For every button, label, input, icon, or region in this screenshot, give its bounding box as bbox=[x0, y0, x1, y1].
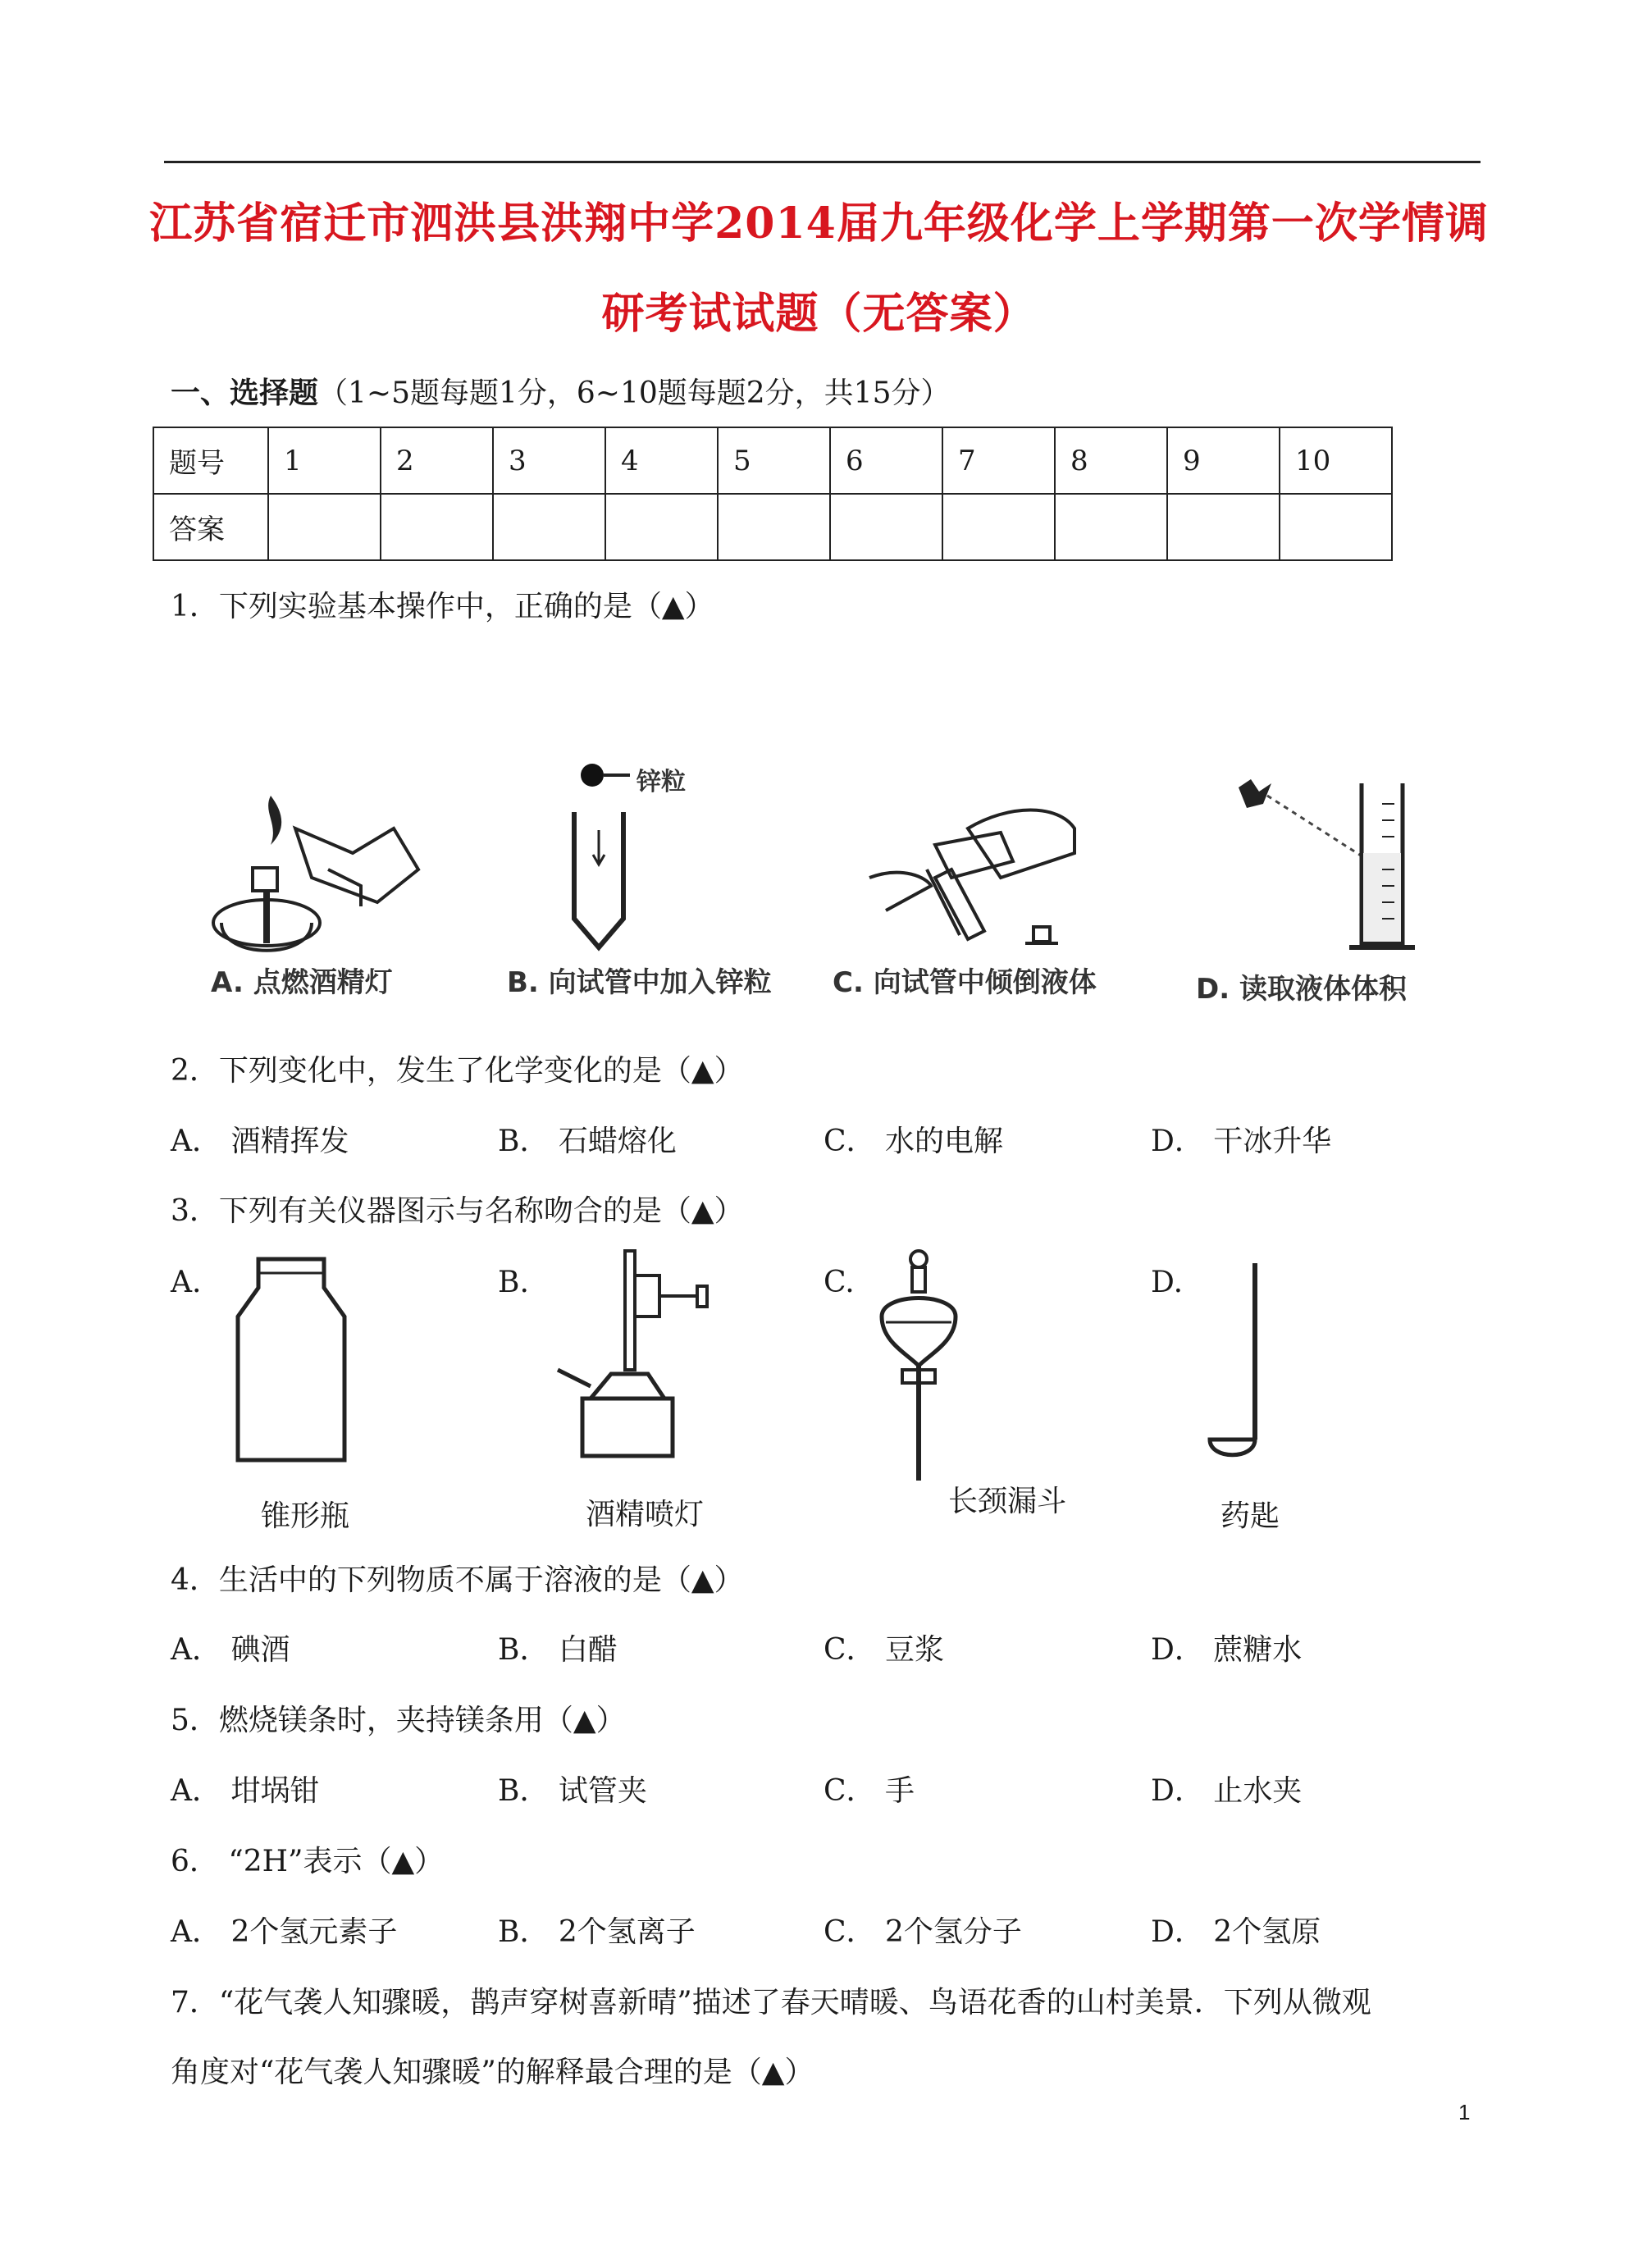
question-number-cell: 9 bbox=[1167, 427, 1280, 494]
q2-option-d: D． 干冰升华 bbox=[1151, 1125, 1332, 1158]
q1-caption-d: D. 读取液体体积 bbox=[1196, 973, 1407, 1006]
question-number-cell: 5 bbox=[718, 427, 830, 494]
pouring-liquid-illustration bbox=[869, 787, 1091, 960]
spoon-illustration bbox=[1206, 1259, 1280, 1464]
question-1-stem: 1．下列实验基本操作中，正确的是（▲） bbox=[171, 590, 714, 623]
question-number-cell: 7 bbox=[942, 427, 1055, 494]
section-heading-row bbox=[171, 376, 950, 411]
answer-cell[interactable] bbox=[942, 494, 1055, 560]
alcohol-blowtorch-illustration bbox=[550, 1247, 714, 1468]
question-2-stem: 2．下列变化中，发生了化学变化的是（▲） bbox=[171, 1054, 744, 1088]
question-3-stem: 3．下列有关仪器图示与名称吻合的是（▲） bbox=[171, 1194, 744, 1228]
answer-cell[interactable] bbox=[1280, 494, 1392, 560]
q3-name-d: 药匙 bbox=[1221, 1499, 1280, 1533]
answer-cell[interactable] bbox=[605, 494, 718, 560]
answer-table-row-label: 答案 bbox=[153, 494, 268, 560]
question-6-stem: 6． “2H”表示（▲） bbox=[171, 1845, 445, 1878]
question-5-stem: 5．燃烧镁条时，夹持镁条用（▲） bbox=[171, 1704, 626, 1737]
answer-cell[interactable] bbox=[381, 494, 493, 560]
q2-option-a: A． 酒精挥发 bbox=[171, 1125, 349, 1158]
q4-option-c: C． 豆浆 bbox=[824, 1633, 944, 1667]
section-heading: 一、选择题 bbox=[171, 376, 319, 410]
page-number: 1 bbox=[1458, 2100, 1471, 2124]
header-rule bbox=[164, 161, 1481, 163]
q5-option-a: A． 坩埚钳 bbox=[171, 1774, 320, 1808]
q2-option-c: C． 水的电解 bbox=[824, 1125, 1003, 1158]
q2-option-b: B． 石蜡熔化 bbox=[498, 1125, 677, 1158]
question-number-cell: 8 bbox=[1055, 427, 1167, 494]
q3-letter-b: B. bbox=[498, 1266, 529, 1299]
question-number-cell: 3 bbox=[493, 427, 605, 494]
answer-table-row-label: 题号 bbox=[153, 427, 268, 494]
page-title-line1: 江苏省宿迁市泗洪县洪翔中学2014届九年级化学上学期第一次学情调 bbox=[149, 199, 1489, 249]
separatory-funnel-illustration bbox=[869, 1247, 976, 1485]
answer-cell[interactable] bbox=[1167, 494, 1280, 560]
q3-letter-d: D. bbox=[1151, 1266, 1184, 1299]
q6-option-c: C． 2个氢分子 bbox=[824, 1915, 1022, 1949]
q3-name-b: 酒精喷灯 bbox=[586, 1498, 705, 1531]
question-7-line1: 7．“花气袭人知骤暖，鹊声穿树喜新晴”描述了春天晴暖、鸟语花香的山村美景．下列从微观 bbox=[171, 1986, 1371, 2019]
alcohol-lamp-lighting-illustration bbox=[205, 779, 451, 968]
q4-option-b: B． 白醋 bbox=[498, 1633, 618, 1667]
q5-option-d: D． 止水夹 bbox=[1151, 1774, 1303, 1808]
answer-table-answer-row bbox=[153, 494, 1392, 560]
wide-mouth-bottle-illustration bbox=[230, 1255, 353, 1468]
section-note: （1~5题每题1分，6~10题每题2分，共15分） bbox=[318, 376, 951, 410]
q1-caption-b: B. 向试管中加入锌粒 bbox=[507, 966, 772, 999]
q1-caption-a: A. 点燃酒精灯 bbox=[211, 966, 393, 999]
q3-name-c: 长颈漏斗 bbox=[948, 1485, 1067, 1518]
q3-letter-a: A. bbox=[171, 1266, 202, 1299]
question-number-cell: 2 bbox=[381, 427, 493, 494]
answer-cell[interactable] bbox=[718, 494, 830, 560]
q5-option-c: C． 手 bbox=[824, 1774, 915, 1808]
q4-option-a: A． 碘酒 bbox=[171, 1633, 290, 1667]
q5-option-b: B． 试管夹 bbox=[498, 1774, 647, 1808]
page-title-line2: 研考试试题（无答案） bbox=[601, 289, 1037, 339]
q6-option-b: B． 2个氢离子 bbox=[498, 1915, 696, 1949]
question-number-cell: 4 bbox=[605, 427, 718, 494]
answer-table-number-row bbox=[153, 427, 1392, 494]
answer-table bbox=[153, 427, 1393, 561]
answer-cell[interactable] bbox=[493, 494, 605, 560]
question-7-line2: 角度对“花气袭人知骤暖”的解释最合理的是（▲） bbox=[171, 2056, 814, 2089]
q3-letter-c: C. bbox=[824, 1266, 855, 1299]
question-number-cell: 1 bbox=[268, 427, 381, 494]
q1-caption-c: C. 向试管中倾倒液体 bbox=[833, 966, 1097, 999]
question-number-cell: 10 bbox=[1280, 427, 1392, 494]
answer-cell[interactable] bbox=[830, 494, 942, 560]
question-4-stem: 4．生活中的下列物质不属于溶液的是（▲） bbox=[171, 1563, 744, 1597]
q6-option-d: D． 2个氢原 bbox=[1151, 1915, 1321, 1949]
zinc-label: 锌粒 bbox=[636, 768, 686, 796]
answer-cell[interactable] bbox=[1055, 494, 1167, 560]
q4-option-d: D． 蔗糖水 bbox=[1151, 1633, 1303, 1667]
answer-cell[interactable] bbox=[268, 494, 381, 560]
question-number-cell: 6 bbox=[830, 427, 942, 494]
reading-cylinder-illustration bbox=[1222, 771, 1468, 968]
q3-name-a: 锥形瓶 bbox=[261, 1499, 350, 1533]
q6-option-a: A． 2个氢元素子 bbox=[171, 1915, 398, 1949]
